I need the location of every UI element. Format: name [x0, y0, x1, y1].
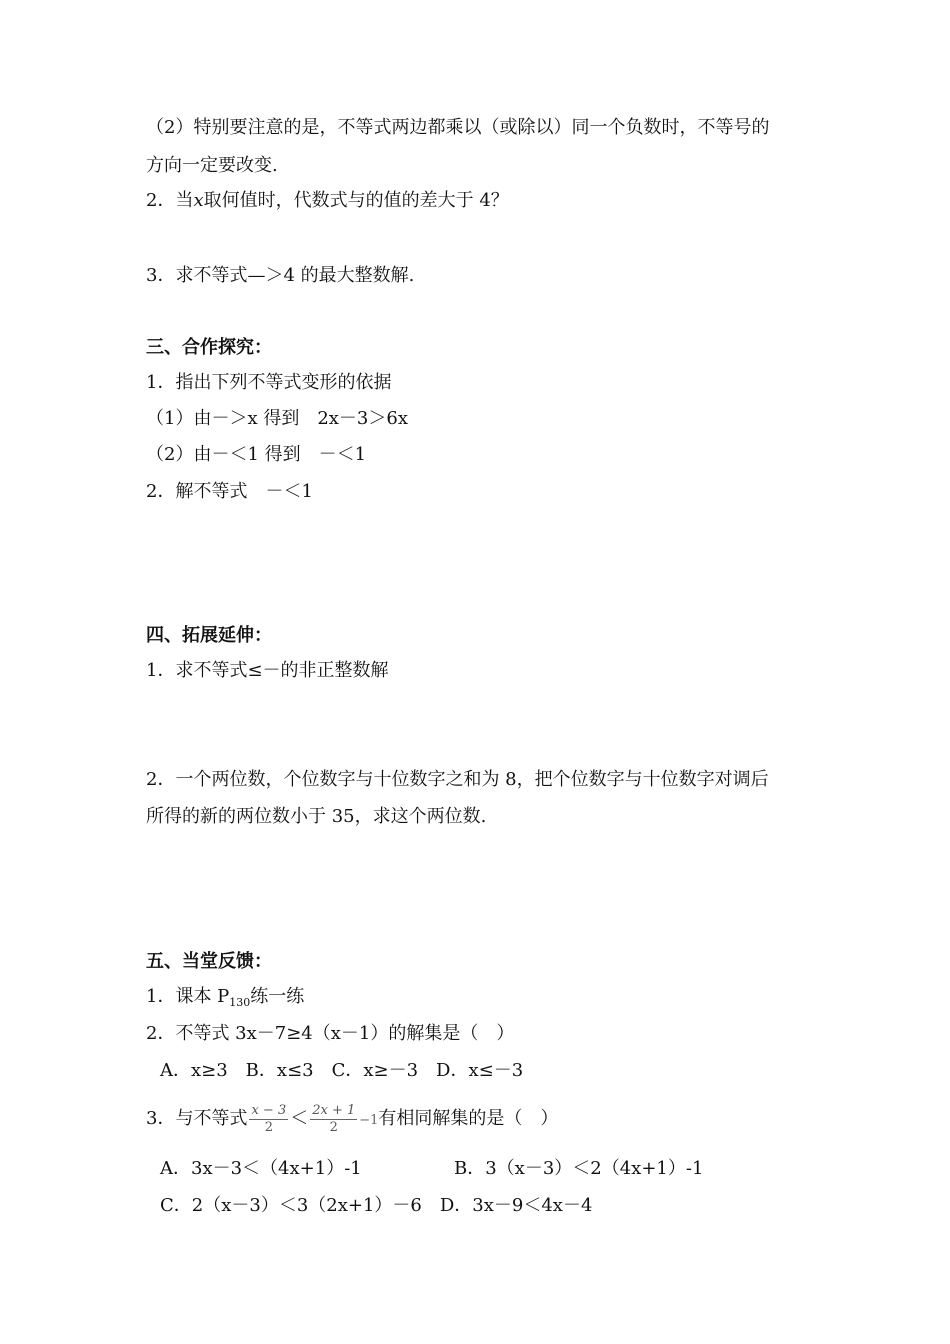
text-line: 方向一定要改变.: [146, 155, 278, 176]
variable-x: x: [193, 190, 204, 211]
option-a: A．3x－3＜（4x+1）-1: [160, 1158, 362, 1179]
fraction: [249, 1103, 288, 1136]
text-line: 2．解不等式 －＜1: [146, 481, 313, 502]
fraction-numerator: x − 3: [251, 1102, 287, 1118]
text-line: [146, 986, 304, 1014]
minus-one: −1: [359, 1113, 379, 1128]
text-segment: 1．课本 P: [146, 986, 230, 1007]
text-line: 所得的新的两位数小于 35，求这个两位数.: [146, 806, 487, 827]
text-line: 2．一个两位数，个位数字与十位数字之和为 8，把个位数字与十位数字对调后: [146, 769, 769, 790]
text-segment: 练一练: [250, 986, 305, 1007]
fraction-denominator: 2: [329, 1119, 338, 1135]
question-fraction-line: [146, 1102, 558, 1138]
text-line: 1．指出下列不等式变形的依据: [146, 372, 392, 393]
question-2: [146, 190, 509, 212]
options-line: [160, 1158, 860, 1180]
text-line: （1）由－＞x 得到 2x－3＞6x: [146, 408, 408, 429]
question-text: 取何值时，代数式与的值的差大于 4？: [203, 190, 509, 211]
less-than-sign: ＜: [290, 1108, 309, 1129]
text-line: 1．求不等式≤－的非正整数解: [146, 660, 389, 681]
question-3: 3．求不等式—＞4 的最大整数解.: [146, 265, 415, 286]
text-line: （2）由－＜1 得到 －＜1: [146, 444, 367, 465]
subscript: 130: [229, 996, 251, 1009]
text-line: 2．不等式 3x－7≥4（x－1）的解集是（ ）: [146, 1023, 515, 1044]
fraction-numerator: 2x + 1: [312, 1102, 356, 1118]
question-number: 2．当: [146, 190, 194, 211]
fraction-denominator: 2: [264, 1119, 273, 1135]
text-segment: 有相同解集的是（ ）: [378, 1108, 559, 1129]
option-b: B．3（x－3）＜2（4x+1）-1: [454, 1158, 704, 1179]
options-line: A．x≥3 B．x≤3 C．x≥－3 D．x≤－3: [160, 1060, 524, 1081]
section-heading: 三、合作探究：: [146, 337, 272, 358]
section-heading: 四、拓展延伸：: [146, 625, 272, 646]
text-line: （2）特别要注意的是，不等式两边都乘以（或除以）同一个负数时，不等号的: [146, 117, 770, 138]
options-line: C．2（x－3）＜3（2x+1）－6 D．3x－9＜4x－4: [160, 1195, 593, 1216]
fraction: [310, 1103, 357, 1136]
section-heading: 五、当堂反馈：: [146, 951, 272, 972]
text-segment: 3．与不等式: [146, 1108, 248, 1129]
